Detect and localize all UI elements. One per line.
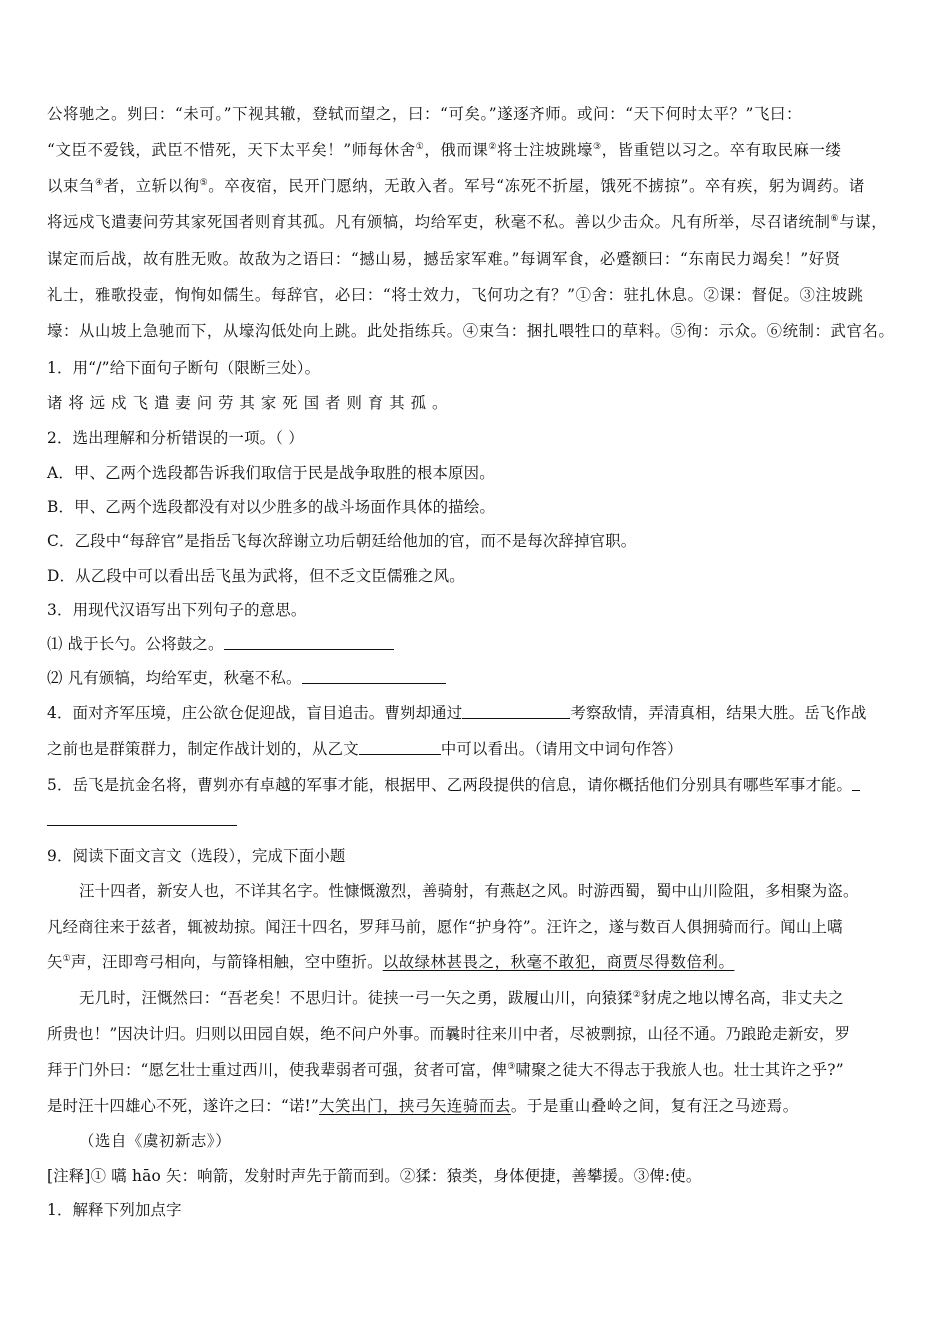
answer-blank[interactable]	[462, 703, 570, 719]
question-1-sentence: 诸将远戍飞遣妻问劳其家死国者则育其孤。	[47, 394, 454, 412]
annotation: [注释]① 嚆 hāo 矢：响箭，发射时声先于箭而到。②猱：猿类，身体便捷，善攀援。③俾:使。	[47, 1167, 702, 1185]
option-d: D．从乙段中可以看出岳飞虽为武将，但不乏文臣儒雅之风。	[47, 567, 465, 585]
question-4-line: 4．面对齐军压境，庄公欲仓促迎战，盲目追击。曹刿却通过 考察敌情，弄清真相，结果大胜。岳飞作战	[47, 704, 867, 722]
source-citation: （选自《虞初新志》）	[79, 1132, 232, 1150]
question-5-answer-line	[47, 810, 909, 830]
passage-line: 拜于门外曰：“愿乞壮士重过西川，使我辈弱者可强，贫者可富，俾③啸聚之徒大不得志于我旅人也。壮士其许之乎?”	[47, 1061, 844, 1079]
footnote-mark: ②	[488, 141, 498, 152]
passage-line: 无几时，汪慨然曰：“吾老矣！不思归计。徒挟一弓一矢之勇，跋履山川，向猿猱②豺虎之地以博名高，非丈夫之	[79, 989, 844, 1007]
footnote-mark: ①	[62, 953, 71, 964]
answer-blank[interactable]	[359, 739, 441, 755]
passage-line: 公将驰之。刿曰：“未可。”下视其辙，登轼而望之，曰：“可矣。”遂逐齐师。或问：“天下何时太平？”飞曰：	[47, 105, 802, 123]
passage-line: 矢①声，汪即弯弓相向，与箭锋相触，空中堕折。以故绿林甚畏之，秋毫不敢犯，商贾尽得数倍利。	[47, 953, 735, 971]
option-a: A．甲、乙两个选段都告诉我们取信于民是战争取胜的根本原因。	[47, 464, 495, 482]
question-5-line: 5．岳飞是抗金名将，曹刿亦有卓越的军事才能，根据甲、乙两段提供的信息，请你概括他们分别具有哪些军事才能。	[47, 775, 909, 795]
footnote-mark: ①	[415, 141, 425, 152]
passage-line: 礼士，雅歌投壶，恂恂如儒生。每辞官，必曰：“将士效力，飞何功之有？”①舍：驻扎休息。②课：督促。③注坡跳	[47, 286, 864, 304]
answer-blank[interactable]	[852, 775, 860, 791]
passage-line: 以束刍④者，立斩以徇⑤。卒夜宿，民开门愿纳，无敢入者。军号“冻死不折屋，饿死不掳掠”。卒有疾，躬为调药。诸	[47, 177, 865, 195]
passage-line: 所贵也！”因决计归。归则以田园自娱，绝不问户外事。而曩时往来川中者，尽被剽掠，山径不通。乃踉跄走新安，罗	[47, 1025, 851, 1043]
passage-line: 将远戍飞遣妻问劳其家死国者则育其孤。凡有颁犒，均给军吏，秋毫不私。善以少击众。凡有所举，尽召诸统制⑥与谋，	[47, 213, 888, 231]
footnote-mark: ③	[593, 141, 602, 152]
question-3-item-2: ⑵ 凡有颁犒，均给军吏，秋毫不私。	[47, 668, 909, 688]
answer-blank[interactable]	[47, 810, 237, 826]
underlined-sentence: 以故绿林甚畏之，秋毫不敢犯，商贾尽得数倍利。	[382, 953, 735, 971]
answer-blank[interactable]	[302, 668, 446, 684]
footnote-mark: ③	[507, 1061, 516, 1072]
underlined-sentence: 大笑出门，挟弓矢连骑而去	[318, 1097, 511, 1115]
section-9-question-1: 1．解释下列加点字	[47, 1201, 182, 1219]
passage-line: 壕：从山坡上急驰而下，从壕沟低处向上跳。此处指练兵。④束刍：捆扎喂牲口的草料。⑤徇：示众。⑥统制：武官名。	[47, 322, 895, 340]
footnote-mark: ⑤	[199, 177, 209, 188]
question-3-title: 3．用现代汉语写出下列句子的意思。	[47, 601, 307, 619]
question-3-item-1: ⑴ 战于长勺。公将鼓之。	[47, 634, 909, 654]
passage-line: 是时汪十四雄心不死，遂许之曰：“诺!”大笑出门，挟弓矢连骑而去。于是重山叠岭之间，复有汪之马迹焉。	[47, 1097, 799, 1115]
option-c: C．乙段中“每辞官”是指岳飞每次辞谢立功后朝廷给他加的官，而不是每次辞掉官职。	[47, 532, 637, 550]
option-b: B．甲、乙两个选段都没有对以少胜多的战斗场面作具体的描绘。	[47, 498, 496, 516]
question-4-line: 之前也是群策群力，制定作战计划的，从乙文 中可以看出。（请用文中词句作答）	[47, 740, 683, 758]
passage-line: 谋定而后战，故有胜无败。故敌为之语曰：“撼山易，撼岳家军难。”每调军食，必蹙额曰：“东南民力竭矣！”好贤	[47, 250, 841, 268]
question-2-title: 2．选出理解和分析错误的一项。（ ）	[47, 429, 304, 447]
passage-line: 凡经商往来于兹者，辄被劫掠。闻汪十四名，罗拜马前，愿作“护身符”。汪许之，遂与数百人俱拥骑而行。闻山上嚆	[47, 918, 843, 936]
footnote-mark: ②	[632, 989, 642, 1000]
footnote-mark: ④	[94, 177, 104, 188]
passage-line: “文臣不爱钱，武臣不惜死，天下太平矣！”师每休舍①，俄而课②将士注坡跳壕③，皆重铠以习之。卒有取民麻一缕	[47, 141, 842, 159]
question-1-title: 1．用“/”给下面句子断句（限断三处）。	[47, 359, 321, 377]
footnote-mark: ⑥	[830, 213, 840, 224]
passage-line: 汪十四者，新安人也，不详其名字。性慷慨激烈，善骑射，有燕赵之风。时游西蜀，蜀中山川险阻，多相聚为盗。	[79, 882, 859, 900]
section-9-title: 9．阅读下面文言文（选段），完成下面小题	[47, 847, 346, 865]
answer-blank[interactable]	[224, 634, 394, 650]
